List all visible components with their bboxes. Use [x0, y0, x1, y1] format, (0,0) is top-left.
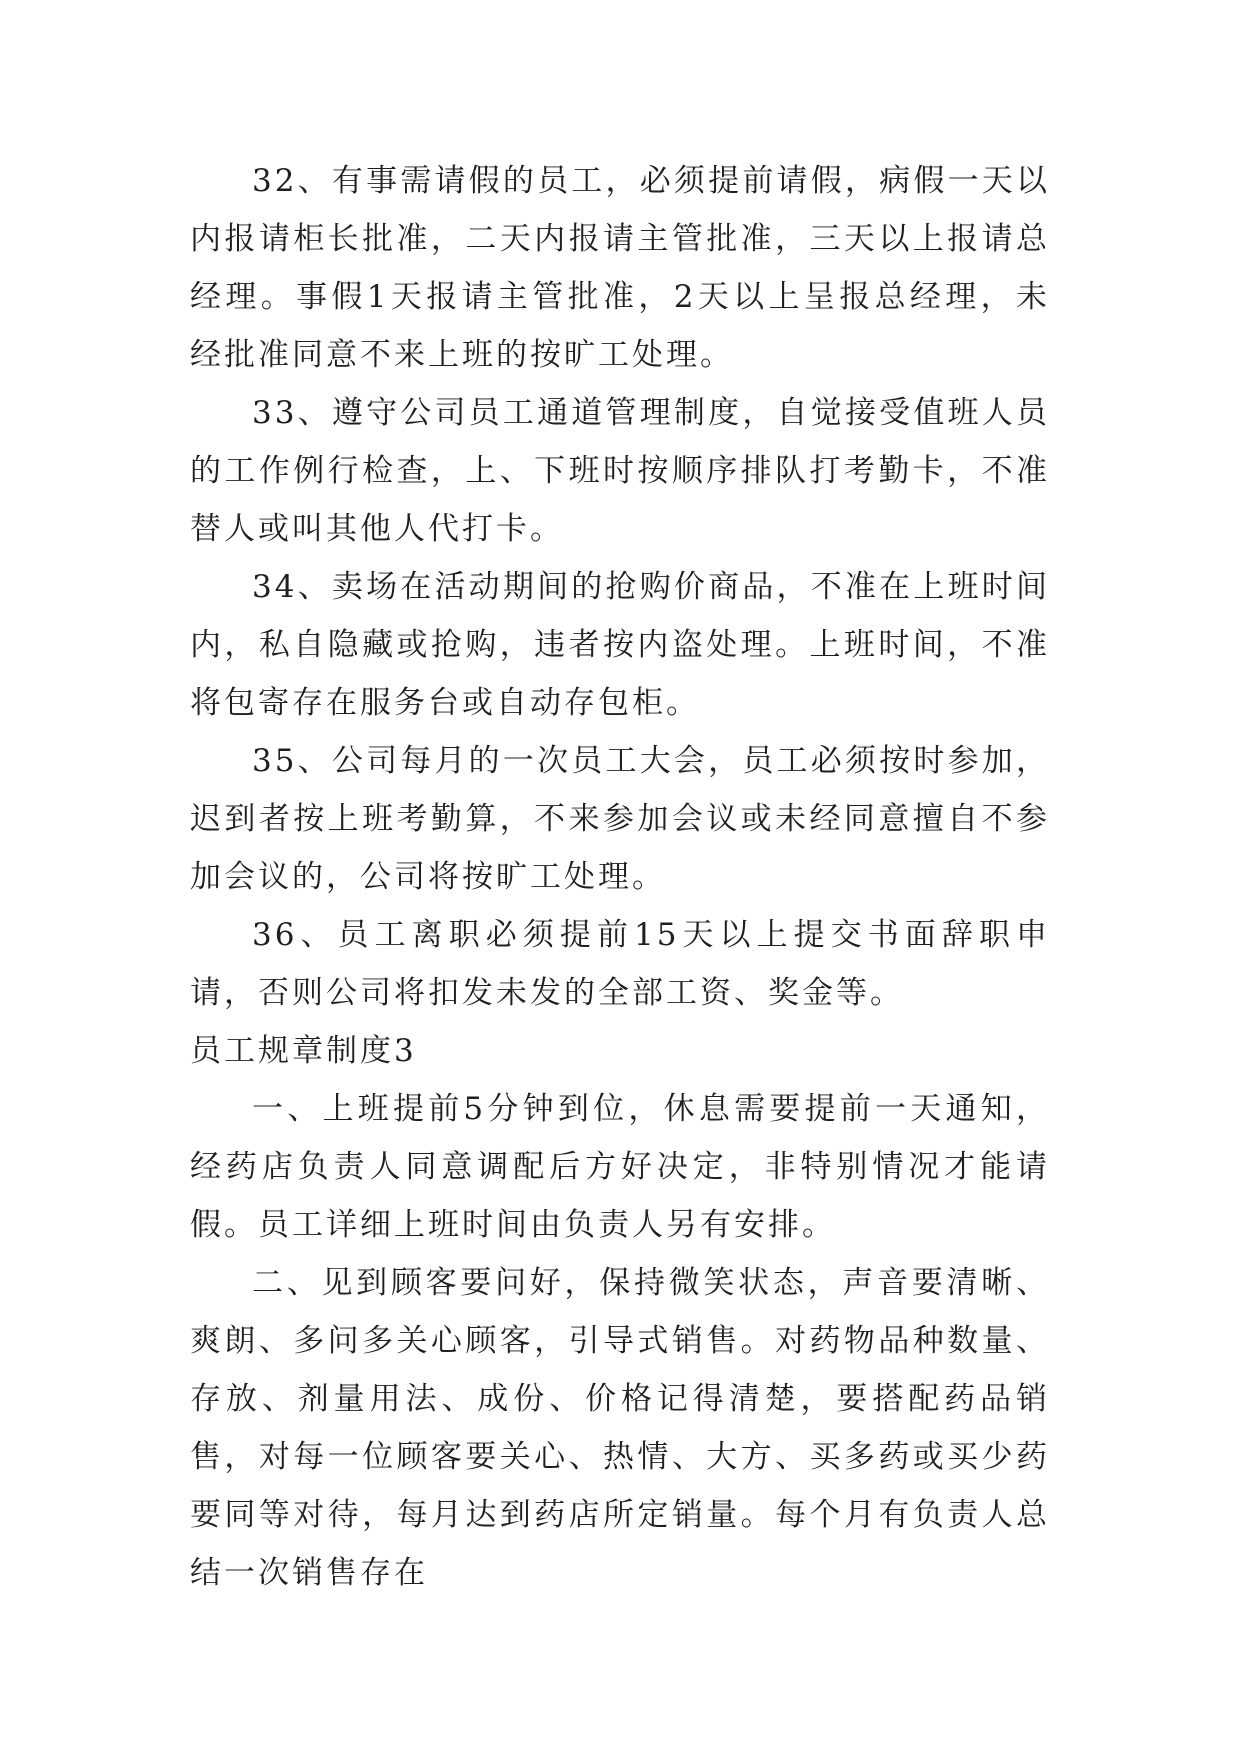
paragraph-rule-34: 34、卖场在活动期间的抢购价商品，不准在上班时间内，私自隐藏或抢购，违者按内盗处理。上班时间，不准将包寄存在服务台或自动存包柜。 — [190, 569, 1050, 721]
paragraph-rule-33: 33、遵守公司员工通道管理制度，自觉接受值班人员的工作例行检查，上、下班时按顺序排队打考勤卡，不准替人或叫其他人代打卡。 — [190, 395, 1050, 547]
paragraph-rule-2: 二、见到顾客要问好，保持微笑状态，声音要清晰、爽朗、多问多关心顾客，引导式销售。对药物品种数量、存放、剂量用法、成份、价格记得清楚，要搭配药品销售，对每一位顾客要关心、热情、大方、买多药或买少药要同等对待，每月达到药店所定销量。每个月有负责人总结一次销售存在 — [190, 1265, 1050, 1591]
paragraph-rule-36: 36、员工离职必须提前15天以上提交书面辞职申请，否则公司将扣发未发的全部工资、奖金等。 — [190, 917, 1050, 1011]
section-heading: 员工规章制度3 — [190, 1033, 417, 1069]
document-body — [190, 152, 1050, 1602]
paragraph-rule-32: 32、有事需请假的员工，必须提前请假，病假一天以内报请柜长批准，二天内报请主管批准，三天以上报请总经理。事假1天报请主管批准，2天以上呈报总经理，未经批准同意不来上班的按旷工处理。 — [190, 163, 1050, 373]
paragraph-rule-35: 35、公司每月的一次员工大会，员工必须按时参加，迟到者按上班考勤算，不来参加会议或未经同意擅自不参加会议的，公司将按旷工处理。 — [190, 743, 1050, 895]
paragraph-rule-1: 一、上班提前5分钟到位，休息需要提前一天通知，经药店负责人同意调配后方好决定，非特别情况才能请假。员工详细上班时间由负责人另有安排。 — [190, 1091, 1050, 1243]
